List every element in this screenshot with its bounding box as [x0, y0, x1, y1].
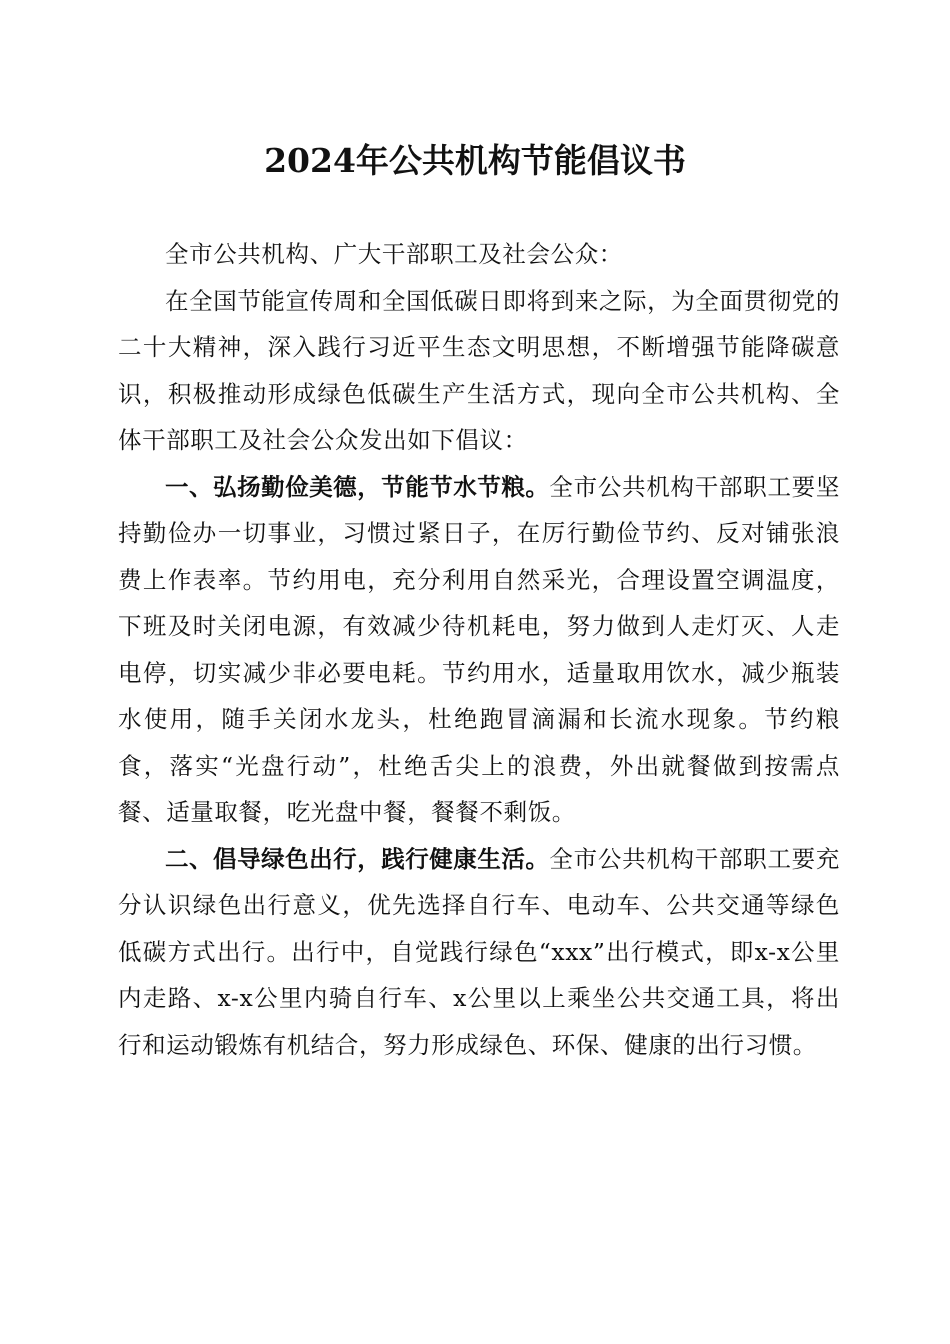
section-text-1: 全市公共机构干部职工要坚持勤俭办一切事业，习惯过紧日子，在厉行勤俭节约、反对铺张浪费上作表率。节约用电，充分利用自然采光，合理设置空调温度，下班及时关闭电源，有效减少待机耗电，努力做到人走灯灭、人走电停，切实减少非必要电耗。节约用水，适量取用饮水，减少瓶装水使用，随手关闭水龙头，杜绝跑冒滴漏和长流水现象。节约粮食，落实“光盘行动”，杜绝舌尖上的浪费，外出就餐做到按需点餐、适量取餐，吃光盘中餐，餐餐不剩饭。 — [118, 472, 841, 826]
salutation: 全市公共机构、广大干部职工及社会公众： — [165, 240, 623, 268]
section-text-2: 全市公共机构干部职工要充分认识绿色出行意义，优先选择自行车、电动车、公共交通等绿色低碳方式出行。出行中，自觉践行绿色“xxx”出行模式，即x-x公里内走路、x-x公里内骑自行车、x公里以上乘坐公共交通工具，将出行和运动锻炼有机结合，努力形成绿色、环保、健康的出行习惯。 — [118, 844, 841, 1059]
section-heading-1: 一、弘扬勤俭美德，节能节水节粮。 — [165, 472, 550, 501]
document-body — [118, 231, 840, 1068]
intro-paragraph: 在全国节能宣传周和全国低碳日即将到来之际，为全面贯彻党的二十大精神，深入践行习近平生态文明思想，不断增强节能降碳意识，积极推动形成绿色低碳生产生活方式，现向全市公共机构、全体干部职工及社会公众发出如下倡议： — [118, 286, 840, 454]
document-title: 2024年公共机构节能倡议书 — [264, 141, 686, 180]
section-heading-2: 二、倡导绿色出行，践行健康生活。 — [165, 844, 550, 873]
section-paragraph-1 — [118, 464, 840, 836]
section-paragraph-2 — [118, 836, 840, 1069]
